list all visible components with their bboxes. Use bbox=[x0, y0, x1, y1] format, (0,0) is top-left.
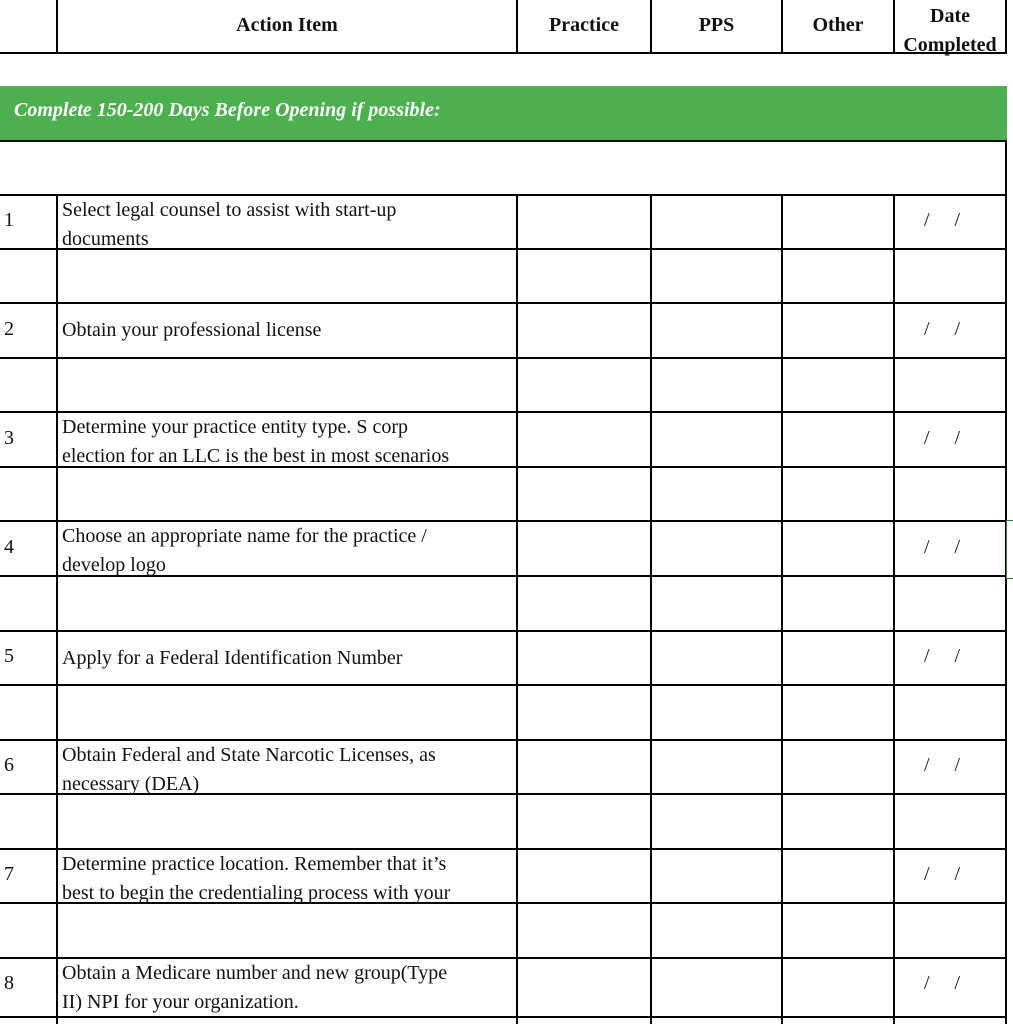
date-completed-field[interactable]: / / bbox=[924, 645, 961, 667]
grid-column-line bbox=[781, 194, 783, 1024]
grid-column-line bbox=[1005, 140, 1007, 1024]
row-number: 3 bbox=[4, 427, 14, 449]
grid-column-line bbox=[893, 194, 895, 1024]
date-completed-field[interactable]: / / bbox=[924, 863, 961, 885]
cell-selection-marker bbox=[1006, 520, 1013, 579]
header-divider bbox=[1005, 0, 1007, 53]
header-date-line2: Completed bbox=[903, 34, 997, 56]
action-item-text: Obtain your professional license bbox=[62, 319, 322, 341]
row-number: 1 bbox=[4, 209, 14, 231]
row-number: 6 bbox=[4, 754, 14, 776]
action-item-text: Apply for a Federal Identification Number bbox=[62, 647, 403, 669]
grid-line bbox=[0, 140, 1007, 142]
section-title: Complete 150-200 Days Before Opening if possible: bbox=[14, 99, 441, 121]
header-practice: Practice bbox=[549, 14, 619, 36]
date-completed-field[interactable]: / / bbox=[924, 427, 961, 449]
grid-line bbox=[0, 357, 1007, 359]
action-item-text: Choose an appropriate name for the practice / develop logo bbox=[62, 525, 427, 576]
row-number: 2 bbox=[4, 318, 14, 340]
header-date-completed bbox=[895, 2, 1005, 60]
row-number: 7 bbox=[4, 863, 14, 885]
date-completed-field[interactable]: / / bbox=[924, 754, 961, 776]
date-completed-field[interactable]: / / bbox=[924, 536, 961, 558]
action-item-text: Select legal counsel to assist with start-up documents bbox=[62, 199, 397, 250]
grid-column-line bbox=[516, 194, 518, 1024]
grid-line bbox=[0, 684, 1007, 686]
header-bottom-border bbox=[0, 52, 1007, 54]
date-completed-field[interactable]: / / bbox=[924, 209, 961, 231]
grid-line bbox=[0, 302, 1007, 304]
header-date-line1: Date bbox=[930, 5, 970, 27]
grid-column-line bbox=[650, 194, 652, 1024]
action-item-text: Determine your practice entity type. S corp election for an LLC is the best in most scenarios bbox=[62, 416, 450, 467]
date-completed-field[interactable]: / / bbox=[924, 318, 961, 340]
row-number: 5 bbox=[4, 645, 14, 667]
action-item-text: Obtain Federal and State Narcotic Licenses, as necessary (DEA) bbox=[62, 744, 436, 795]
header-pps: PPS bbox=[698, 14, 735, 36]
action-item-text: Obtain a Medicare number and new group(Type II) NPI for your organization. bbox=[62, 962, 448, 1013]
row-number: 8 bbox=[4, 972, 14, 994]
grid-line bbox=[0, 630, 1007, 632]
header-other: Other bbox=[812, 14, 864, 36]
date-completed-field[interactable]: / / bbox=[924, 972, 961, 994]
row-number: 4 bbox=[4, 536, 14, 558]
grid-column-line bbox=[56, 194, 58, 1024]
action-item-text: Determine practice location. Remember that it’s best to begin the credentialing process with your bbox=[62, 853, 451, 904]
header-action-item: Action Item bbox=[236, 14, 338, 36]
